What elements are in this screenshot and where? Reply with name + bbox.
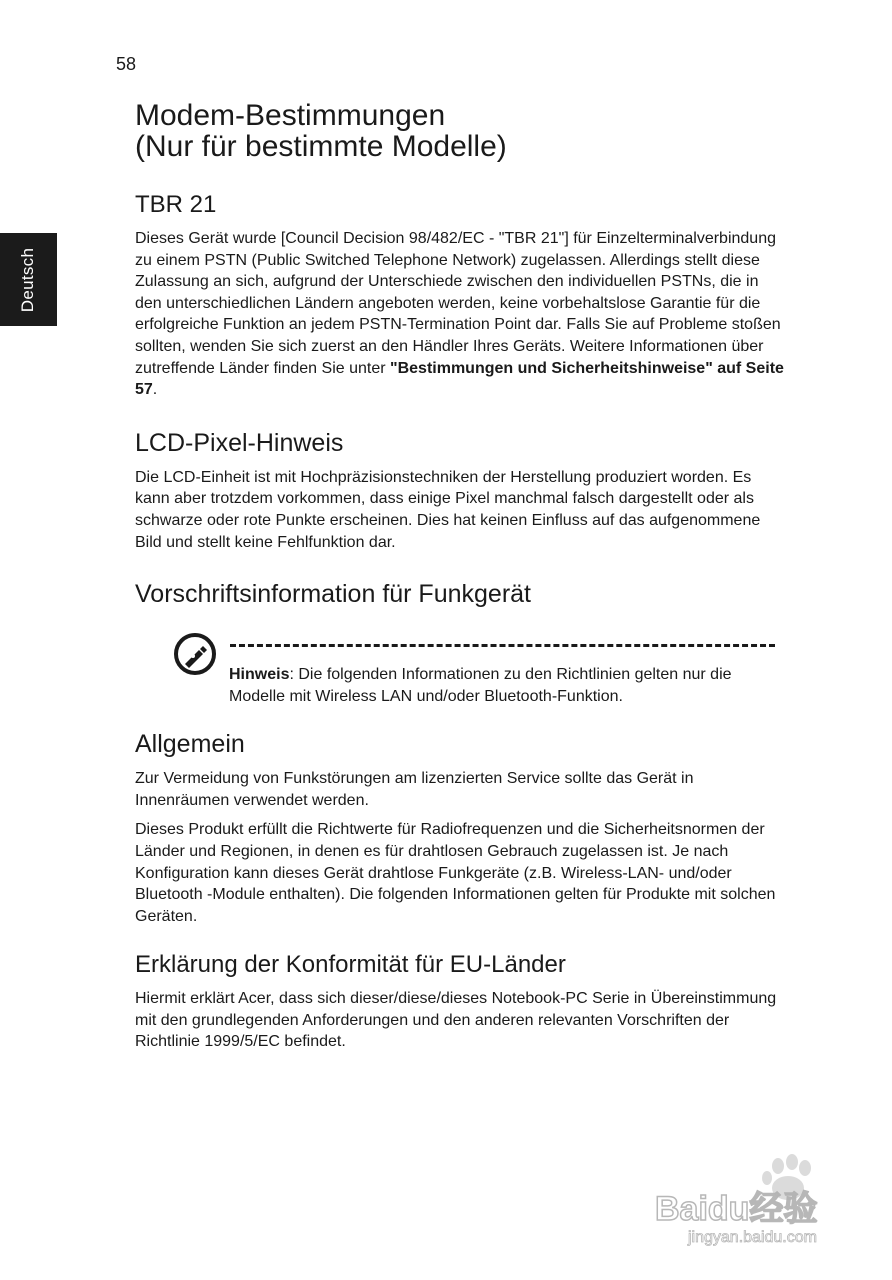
allgemein-heading: Allgemein	[135, 730, 245, 759]
language-tab	[0, 233, 57, 326]
section-tbr21	[135, 191, 785, 401]
tbr21-body	[135, 228, 785, 401]
section-funkgeraet	[135, 580, 785, 706]
language-tab-label: Deutsch	[18, 247, 38, 312]
section-lcd-pixel	[135, 429, 785, 553]
section-allgemein	[135, 730, 785, 927]
page-title-line2: (Nur für bestimmte Modelle)	[135, 130, 507, 163]
lcd-body: Die LCD-Einheit ist mit Hochpräzisionstechniken der Herstellung produziert worden. Es kann aber trotzdem vorkommen, dass einige Pixel manchmal falsch dargestellt oder als schwarze oder rote Punkte erscheinen. Dies hat keinen Einfluss auf das aufgenommene Bild und stellt keine Fehlfunktion dar.	[135, 468, 761, 551]
baidu-watermark-logo	[650, 1148, 840, 1248]
tbr21-text-end: .	[152, 381, 158, 399]
funk-heading: Vorschriftsinformation für Funkgerät	[135, 580, 531, 609]
note-text	[229, 664, 774, 707]
eu-heading: Erklärung der Konformität für EU-Länder	[135, 951, 566, 979]
tbr21-heading: TBR 21	[135, 191, 217, 218]
watermark-url: jingyan.baidu.com	[688, 1229, 817, 1246]
tbr21-crossref-link[interactable]: "Bestimmungen und Sicherheitshinweise" auf Seite 57	[135, 359, 784, 399]
eu-body: Hiermit erklärt Acer, dass sich dieser/diese/dieses Notebook-PC Serie in Übereinstimmung mit den grundlegenden Anforderungen und den anderen relevanten Vorschriften der Richtlinie 1999/5/EC befindet.	[135, 990, 777, 1051]
note-label: Hinweis	[229, 666, 290, 684]
watermark-brand: Baidu经验	[655, 1190, 818, 1228]
allgemein-paragraph-2: Dieses Produkt erfüllt die Richtwerte für Radiofrequenzen und die Sicherheitsnormen der Länder und Regionen, in denen es für drahtlosen Gebrauch zugelassen ist. Je nach Konfiguration kann dieses Gerät drahtlose Funkgeräte (z.B. Wireless-LAN- und/oder Bluetooth -Module enthalten). Die folgenden Informationen gelten für Produkte mit solchen Geräten.	[135, 821, 776, 925]
page-title-line1: Modem-Bestimmungen	[135, 99, 446, 132]
page-title	[135, 100, 785, 162]
tbr21-text: Dieses Gerät wurde [Council Decision 98/482/EC - "TBR 21"] für Einzelterminalverbindung zu einem PSTN (Public Switched Telephone Network) zugelassen. Allerdings stellt diese Zulassung an sich, aufgrund der Unterschiede zwischen den individuellen PSTNs, die in den unterschiedlichen Ländern angeboten werden, keine vorbehaltslose Garantie für die erfolgreiche Funktion an jedem PSTN-Termination Point dar. Falls Sie auf Probleme stoßen sollten, wenden Sie sich zuerst an den Händler Ihres Geräts. Weitere Informationen über zutreffende Länder finden Sie unter	[135, 230, 781, 377]
note-box	[135, 626, 785, 706]
note-divider	[230, 644, 775, 647]
page-content	[135, 100, 785, 1053]
section-eu-konformitaet	[135, 951, 785, 1053]
allgemein-paragraph-1: Zur Vermeidung von Funkstörungen am lizenzierten Service sollte das Gerät in Innenräumen verwendet werden.	[135, 770, 694, 809]
lcd-heading: LCD-Pixel-Hinweis	[135, 428, 344, 457]
page-number: 58	[116, 54, 137, 74]
note-body: : Die folgenden Informationen zu den Richtlinien gelten nur die Modelle mit Wireless LAN und/oder Bluetooth-Funktion.	[229, 666, 732, 705]
note-pen-icon	[173, 632, 217, 676]
